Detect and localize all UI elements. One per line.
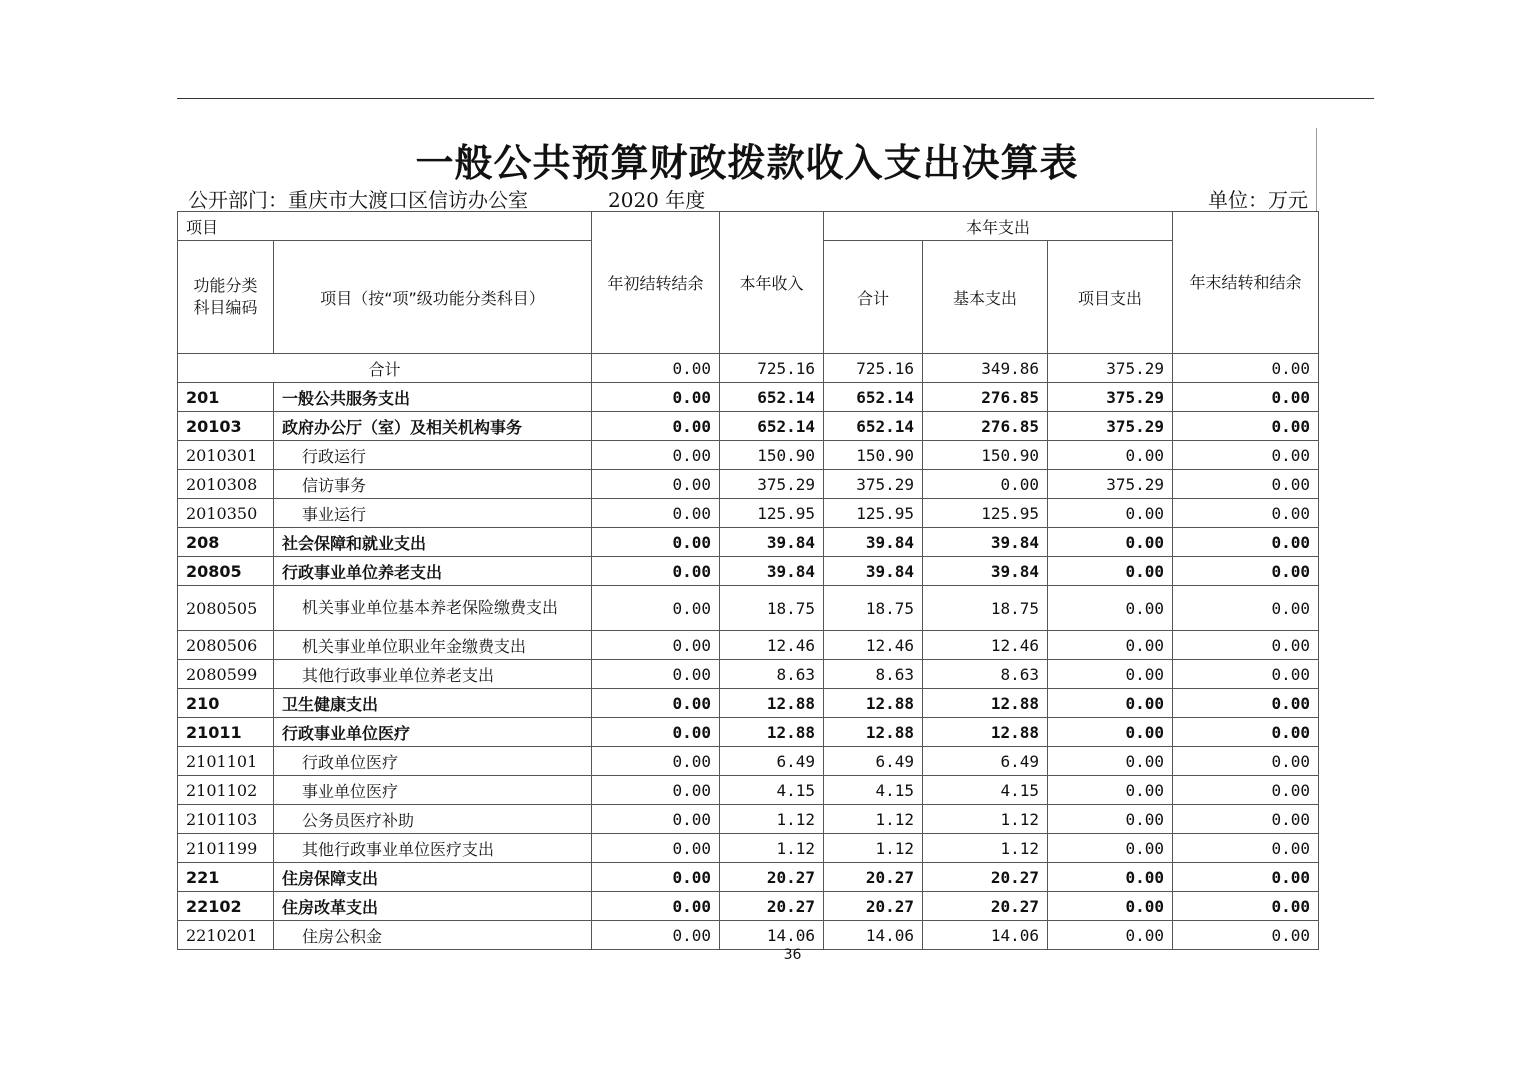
cell-expense-total: 12.88	[824, 689, 923, 718]
cell-expense-basic: 14.06	[923, 921, 1048, 950]
cell-expense-project: 0.00	[1048, 863, 1173, 892]
cell-expense-total: 18.75	[824, 586, 923, 631]
table-row	[178, 499, 1319, 528]
table-row	[178, 718, 1319, 747]
cell-expense-basic: 4.15	[923, 776, 1048, 805]
cell-end-balance: 0.00	[1173, 660, 1319, 689]
subject-name: 住房保障支出	[274, 863, 592, 892]
header-income: 本年收入	[720, 212, 824, 354]
header-basic: 基本支出	[923, 241, 1048, 354]
subject-code: 208	[178, 528, 274, 557]
cell-end-balance: 0.00	[1173, 834, 1319, 863]
cell-end-balance: 0.00	[1173, 383, 1319, 412]
table-row	[178, 834, 1319, 863]
cell-expense-basic: 12.88	[923, 689, 1048, 718]
subject-name: 社会保障和就业支出	[274, 528, 592, 557]
cell-expense-project: 375.29	[1048, 470, 1173, 499]
table-row	[178, 470, 1319, 499]
table-row	[178, 383, 1319, 412]
total-begin-balance: 0.00	[592, 354, 720, 383]
cell-end-balance: 0.00	[1173, 412, 1319, 441]
cell-income: 12.46	[720, 631, 824, 660]
cell-expense-total: 20.27	[824, 892, 923, 921]
header-project: 项目支出	[1048, 241, 1173, 354]
cell-income: 18.75	[720, 586, 824, 631]
cell-expense-total: 12.88	[824, 718, 923, 747]
cell-income: 20.27	[720, 863, 824, 892]
cell-income: 1.12	[720, 834, 824, 863]
table-row	[178, 805, 1319, 834]
cell-expense-project: 375.29	[1048, 383, 1173, 412]
total-expense-basic: 349.86	[923, 354, 1048, 383]
cell-expense-basic: 12.88	[923, 718, 1048, 747]
subject-name: 行政单位医疗	[274, 747, 592, 776]
cell-begin-balance: 0.00	[592, 747, 720, 776]
header-rule	[177, 98, 1374, 99]
cell-income: 39.84	[720, 528, 824, 557]
subject-name: 一般公共服务支出	[274, 383, 592, 412]
table-row	[178, 747, 1319, 776]
subject-code: 2080506	[178, 631, 274, 660]
table-row	[178, 412, 1319, 441]
cell-income: 150.90	[720, 441, 824, 470]
cell-begin-balance: 0.00	[592, 383, 720, 412]
cell-expense-total: 150.90	[824, 441, 923, 470]
subject-code: 2101199	[178, 834, 274, 863]
total-income: 725.16	[720, 354, 824, 383]
cell-expense-basic: 1.12	[923, 805, 1048, 834]
cell-expense-basic: 0.00	[923, 470, 1048, 499]
header-item: 项目	[178, 212, 592, 241]
cell-expense-project: 0.00	[1048, 499, 1173, 528]
cell-expense-basic: 18.75	[923, 586, 1048, 631]
subject-code: 2010350	[178, 499, 274, 528]
cell-end-balance: 0.00	[1173, 470, 1319, 499]
subject-name: 行政事业单位医疗	[274, 718, 592, 747]
table-row	[178, 921, 1319, 950]
table-row	[178, 586, 1319, 631]
table-row	[178, 863, 1319, 892]
cell-end-balance: 0.00	[1173, 528, 1319, 557]
cell-expense-basic: 276.85	[923, 412, 1048, 441]
cell-expense-total: 1.12	[824, 805, 923, 834]
subject-code: 2010301	[178, 441, 274, 470]
cell-expense-total: 20.27	[824, 863, 923, 892]
cell-expense-basic: 39.84	[923, 557, 1048, 586]
cell-expense-total: 4.15	[824, 776, 923, 805]
subject-name: 住房改革支出	[274, 892, 592, 921]
header-end-balance: 年末结转和结余	[1173, 212, 1319, 354]
fiscal-year-label: 2020 年度	[608, 188, 706, 212]
subject-name: 公务员医疗补助	[274, 805, 592, 834]
subject-name: 住房公积金	[274, 921, 592, 950]
header-code: 功能分类科目编码	[178, 241, 274, 354]
subject-code: 2101102	[178, 776, 274, 805]
total-label: 合计	[178, 354, 592, 383]
cell-expense-basic: 150.90	[923, 441, 1048, 470]
subject-code: 2010308	[178, 470, 274, 499]
table-row	[178, 528, 1319, 557]
cell-expense-total: 652.14	[824, 412, 923, 441]
subject-name: 事业运行	[274, 499, 592, 528]
cell-income: 12.88	[720, 718, 824, 747]
total-end-balance: 0.00	[1173, 354, 1319, 383]
subject-code: 201	[178, 383, 274, 412]
header-row-1	[178, 212, 1319, 241]
department-label: 公开部门：重庆市大渡口区信访办公室	[188, 188, 528, 212]
subject-code: 2210201	[178, 921, 274, 950]
cell-expense-basic: 1.12	[923, 834, 1048, 863]
cell-expense-basic: 6.49	[923, 747, 1048, 776]
subject-code: 221	[178, 863, 274, 892]
cell-expense-project: 0.00	[1048, 441, 1173, 470]
cell-end-balance: 0.00	[1173, 718, 1319, 747]
subject-name: 卫生健康支出	[274, 689, 592, 718]
cell-income: 652.14	[720, 412, 824, 441]
table-row	[178, 689, 1319, 718]
cell-income: 375.29	[720, 470, 824, 499]
cell-end-balance: 0.00	[1173, 499, 1319, 528]
subject-name: 行政事业单位养老支出	[274, 557, 592, 586]
table-row	[178, 557, 1319, 586]
cell-expense-basic: 12.46	[923, 631, 1048, 660]
cell-end-balance: 0.00	[1173, 863, 1319, 892]
cell-expense-project: 0.00	[1048, 892, 1173, 921]
cell-end-balance: 0.00	[1173, 921, 1319, 950]
total-expense-project: 375.29	[1048, 354, 1173, 383]
cell-income: 6.49	[720, 747, 824, 776]
budget-table	[177, 211, 1319, 950]
cell-end-balance: 0.00	[1173, 776, 1319, 805]
cell-income: 4.15	[720, 776, 824, 805]
cell-expense-project: 0.00	[1048, 557, 1173, 586]
cell-end-balance: 0.00	[1173, 892, 1319, 921]
cell-begin-balance: 0.00	[592, 557, 720, 586]
cell-expense-total: 12.46	[824, 631, 923, 660]
cell-begin-balance: 0.00	[592, 689, 720, 718]
cell-expense-basic: 276.85	[923, 383, 1048, 412]
cell-begin-balance: 0.00	[592, 631, 720, 660]
cell-begin-balance: 0.00	[592, 921, 720, 950]
page-number: 36	[783, 947, 802, 963]
cell-expense-basic: 39.84	[923, 528, 1048, 557]
cell-expense-total: 125.95	[824, 499, 923, 528]
cell-begin-balance: 0.00	[592, 470, 720, 499]
cell-expense-total: 8.63	[824, 660, 923, 689]
cell-begin-balance: 0.00	[592, 805, 720, 834]
cell-begin-balance: 0.00	[592, 499, 720, 528]
cell-expense-total: 1.12	[824, 834, 923, 863]
cell-income: 8.63	[720, 660, 824, 689]
subject-code: 2101101	[178, 747, 274, 776]
subject-code: 20103	[178, 412, 274, 441]
cell-begin-balance: 0.00	[592, 412, 720, 441]
cell-expense-basic: 20.27	[923, 863, 1048, 892]
table-row	[178, 441, 1319, 470]
cell-expense-project: 0.00	[1048, 805, 1173, 834]
cell-begin-balance: 0.00	[592, 863, 720, 892]
cell-expense-project: 0.00	[1048, 718, 1173, 747]
cell-income: 1.12	[720, 805, 824, 834]
cell-expense-project: 0.00	[1048, 631, 1173, 660]
header-name: 项目（按“项”级功能分类科目）	[274, 241, 592, 354]
cell-begin-balance: 0.00	[592, 528, 720, 557]
cell-end-balance: 0.00	[1173, 805, 1319, 834]
cell-expense-total: 14.06	[824, 921, 923, 950]
table-row	[178, 660, 1319, 689]
total-expense-total: 725.16	[824, 354, 923, 383]
cell-end-balance: 0.00	[1173, 747, 1319, 776]
subject-name: 其他行政事业单位养老支出	[274, 660, 592, 689]
cell-expense-total: 6.49	[824, 747, 923, 776]
subject-code: 210	[178, 689, 274, 718]
table-row	[178, 776, 1319, 805]
table-row	[178, 892, 1319, 921]
table-row	[178, 631, 1319, 660]
cell-begin-balance: 0.00	[592, 660, 720, 689]
cell-expense-basic: 8.63	[923, 660, 1048, 689]
cell-expense-total: 39.84	[824, 557, 923, 586]
subject-name: 信访事务	[274, 470, 592, 499]
cell-begin-balance: 0.00	[592, 892, 720, 921]
subject-code: 2101103	[178, 805, 274, 834]
cell-end-balance: 0.00	[1173, 557, 1319, 586]
cell-expense-total: 652.14	[824, 383, 923, 412]
cell-begin-balance: 0.00	[592, 718, 720, 747]
cell-expense-project: 0.00	[1048, 660, 1173, 689]
cell-begin-balance: 0.00	[592, 441, 720, 470]
subject-code: 2080599	[178, 660, 274, 689]
subject-name: 政府办公厅（室）及相关机构事务	[274, 412, 592, 441]
cell-expense-project: 0.00	[1048, 921, 1173, 950]
cell-expense-project: 375.29	[1048, 412, 1173, 441]
subject-name: 机关事业单位基本养老保险缴费支出	[274, 586, 592, 631]
subject-name: 行政运行	[274, 441, 592, 470]
cell-income: 14.06	[720, 921, 824, 950]
page-title: 一般公共预算财政拨款收入支出决算表	[415, 141, 1079, 185]
subject-code: 21011	[178, 718, 274, 747]
subject-code: 2080505	[178, 586, 274, 631]
cell-income: 20.27	[720, 892, 824, 921]
cell-expense-project: 0.00	[1048, 776, 1173, 805]
subject-code: 22102	[178, 892, 274, 921]
header-expense: 本年支出	[824, 212, 1173, 241]
unit-label: 单位：万元	[1208, 188, 1308, 212]
total-row	[178, 354, 1319, 383]
cell-begin-balance: 0.00	[592, 586, 720, 631]
cell-end-balance: 0.00	[1173, 631, 1319, 660]
cell-begin-balance: 0.00	[592, 834, 720, 863]
subject-name: 事业单位医疗	[274, 776, 592, 805]
subject-code: 20805	[178, 557, 274, 586]
cell-income: 39.84	[720, 557, 824, 586]
cell-end-balance: 0.00	[1173, 689, 1319, 718]
cell-expense-project: 0.00	[1048, 747, 1173, 776]
cell-expense-project: 0.00	[1048, 834, 1173, 863]
header-total: 合计	[824, 241, 923, 354]
cell-end-balance: 0.00	[1173, 586, 1319, 631]
subject-name: 其他行政事业单位医疗支出	[274, 834, 592, 863]
cell-expense-basic: 125.95	[923, 499, 1048, 528]
cell-expense-total: 375.29	[824, 470, 923, 499]
cell-expense-project: 0.00	[1048, 689, 1173, 718]
cell-income: 125.95	[720, 499, 824, 528]
subject-name: 机关事业单位职业年金缴费支出	[274, 631, 592, 660]
cell-expense-total: 39.84	[824, 528, 923, 557]
cell-income: 652.14	[720, 383, 824, 412]
cell-end-balance: 0.00	[1173, 441, 1319, 470]
header-begin-balance: 年初结转结余	[592, 212, 720, 354]
cell-income: 12.88	[720, 689, 824, 718]
cell-expense-project: 0.00	[1048, 528, 1173, 557]
cell-begin-balance: 0.00	[592, 776, 720, 805]
cell-expense-project: 0.00	[1048, 586, 1173, 631]
cell-expense-basic: 20.27	[923, 892, 1048, 921]
